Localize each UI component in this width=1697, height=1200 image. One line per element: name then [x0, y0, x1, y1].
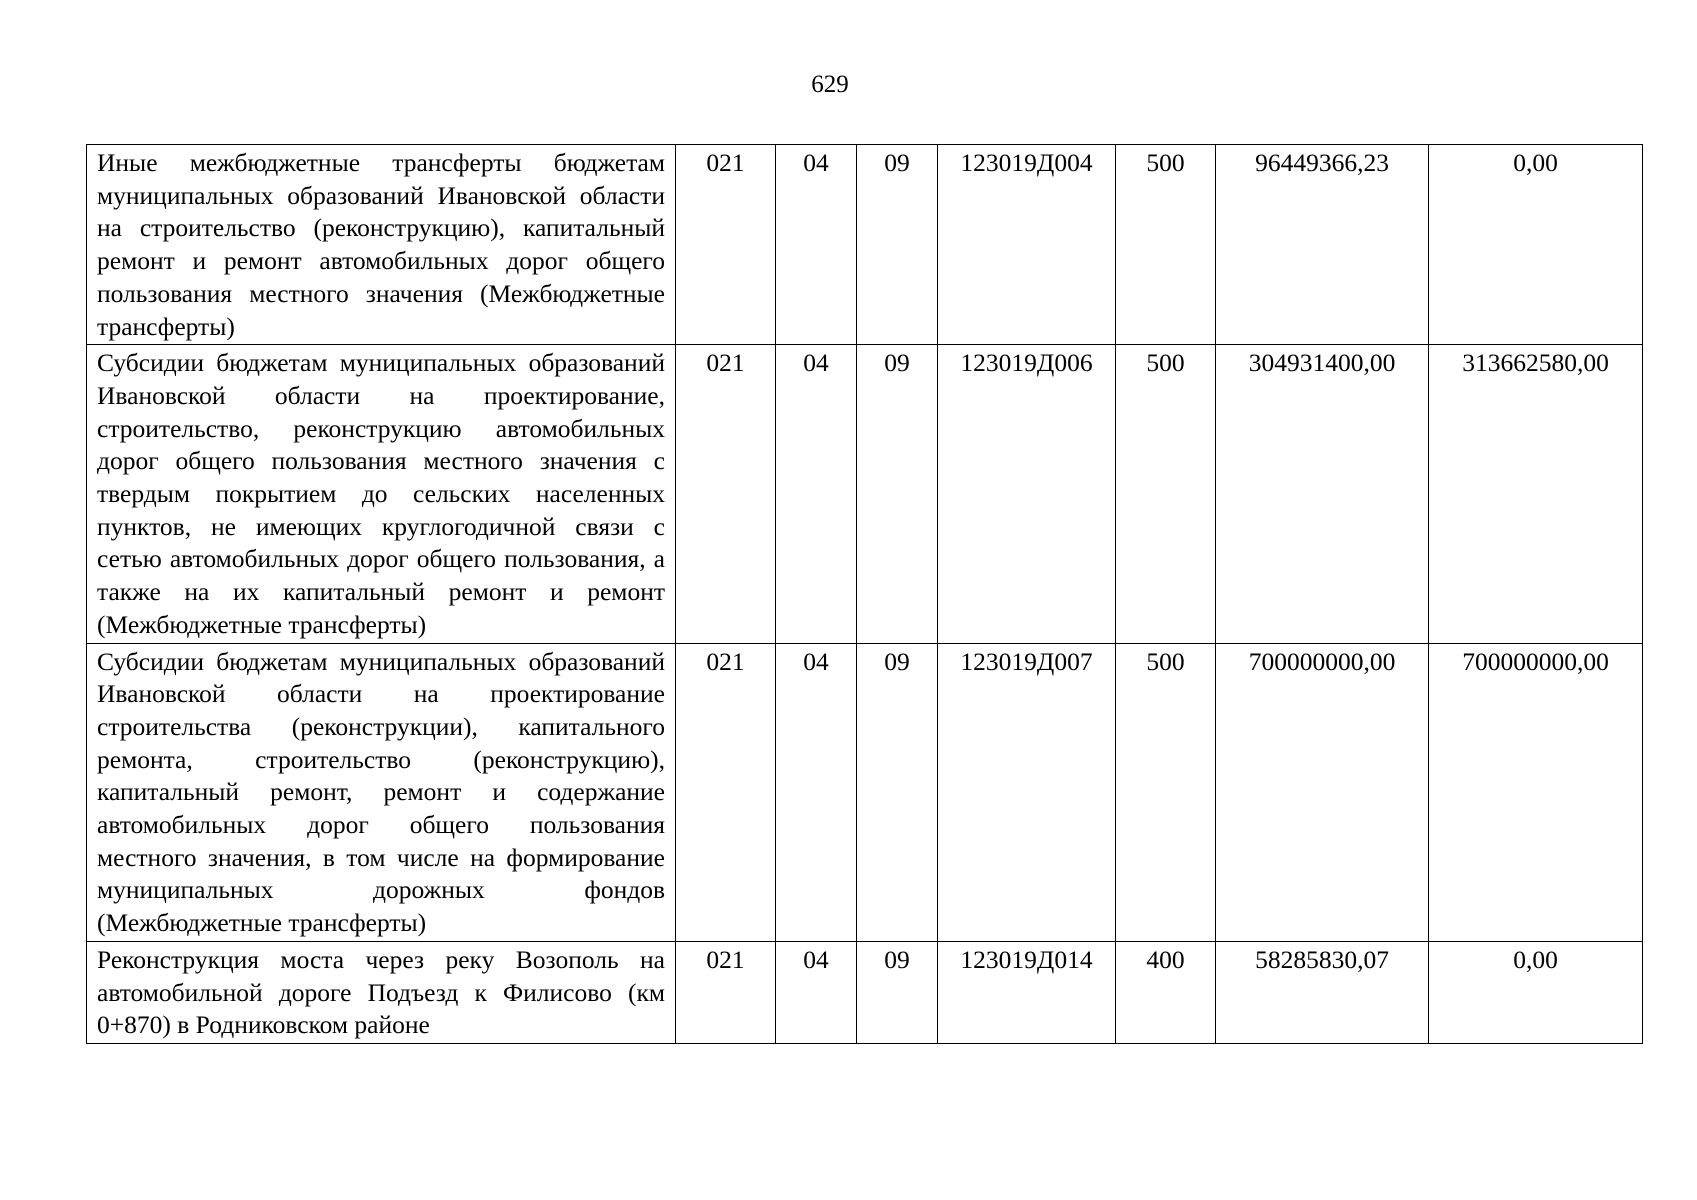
- page-number: 629: [811, 71, 849, 98]
- amount-year-2: 700000000,00: [1429, 643, 1643, 941]
- amount-year-1: 96449366,23: [1216, 145, 1429, 345]
- row-description: Субсидии бюджетам муниципальных образований Ивановской области на проектирование, строительство, реконструкцию автомобильных дорог общего пользования местного значения с твердым покрытием до сельских населенных пунктов, не имеющих круглогодичной связи с сетью автомобильных дорог общего пользования, а также на их капитальный ремонт и ремонт (Межбюджетные трансферты): [87, 345, 676, 643]
- section-code: 04: [776, 145, 857, 345]
- expense-type-code: 400: [1116, 941, 1216, 1043]
- table-row: [87, 345, 1643, 643]
- row-description: Субсидии бюджетам муниципальных образований Ивановской области на проектирование строительства (реконструкции), капитального ремонта, строительство (реконструкцию), капитальный ремонт, ремонт и содержание автомобильных дорог общего пользования местного значения, в том числе на формирование муниципальных дорожных фондов (Межбюджетные трансферты): [87, 643, 676, 941]
- budget-table: [86, 144, 1643, 1044]
- section-code: 04: [776, 345, 857, 643]
- subsection-code: 09: [857, 941, 938, 1043]
- grbs-code: 021: [676, 941, 776, 1043]
- grbs-code: 021: [676, 345, 776, 643]
- amount-year-1: 304931400,00: [1216, 345, 1429, 643]
- grbs-code: 021: [676, 643, 776, 941]
- table-row: [87, 145, 1643, 345]
- amount-year-2: 313662580,00: [1429, 345, 1643, 643]
- section-code: 04: [776, 941, 857, 1043]
- amount-year-2: 0,00: [1429, 941, 1643, 1043]
- target-article-code: 123019Д014: [938, 941, 1116, 1043]
- subsection-code: 09: [857, 145, 938, 345]
- amount-year-1: 58285830,07: [1216, 941, 1429, 1043]
- row-description: Реконструкция моста через реку Возополь на автомобильной дороге Подъезд к Филисово (км 0+870) в Родниковском районе: [87, 941, 676, 1043]
- grbs-code: 021: [676, 145, 776, 345]
- section-code: 04: [776, 643, 857, 941]
- table-row: [87, 643, 1643, 941]
- amount-year-1: 700000000,00: [1216, 643, 1429, 941]
- subsection-code: 09: [857, 345, 938, 643]
- expense-type-code: 500: [1116, 145, 1216, 345]
- amount-year-2: 0,00: [1429, 145, 1643, 345]
- table-row: [87, 941, 1643, 1043]
- target-article-code: 123019Д007: [938, 643, 1116, 941]
- expense-type-code: 500: [1116, 345, 1216, 643]
- target-article-code: 123019Д004: [938, 145, 1116, 345]
- subsection-code: 09: [857, 643, 938, 941]
- expense-type-code: 500: [1116, 643, 1216, 941]
- row-description: Иные межбюджетные трансферты бюджетам муниципальных образований Ивановской области на строительство (реконструкцию), капитальный ремонт и ремонт автомобильных дорог общего пользования местного значения (Межбюджетные трансферты): [87, 145, 676, 345]
- target-article-code: 123019Д006: [938, 345, 1116, 643]
